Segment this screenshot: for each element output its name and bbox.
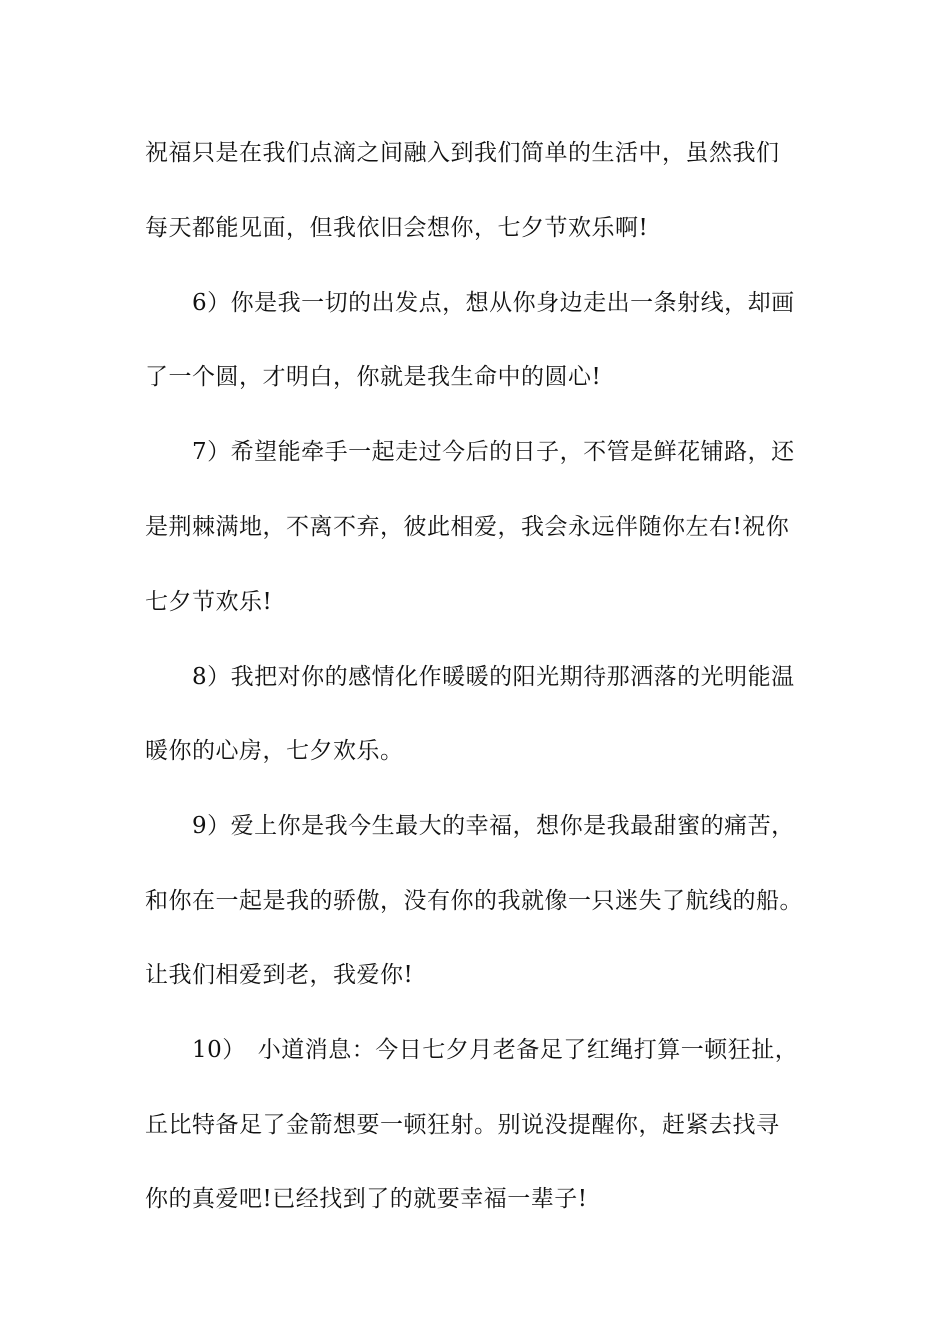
text-line: 和你在一起是我的骄傲，没有你的我就像一只迷失了航线的船。 — [145, 888, 803, 914]
text-line: 祝福只是在我们点滴之间融入到我们简单的生活中，虽然我们 — [145, 140, 780, 166]
text-line: 6）你是我一切的出发点，想从你身边走出一条射线，却画 — [192, 290, 795, 316]
text-line: 8）我把对你的感情化作暖暖的阳光期待那洒落的光明能温 — [192, 664, 795, 690]
text-line: 10） 小道消息：今日七夕月老备足了红绳打算一顿狂扯， — [192, 1037, 799, 1063]
text-line: 七夕节欢乐! — [145, 589, 273, 615]
text-line: 是荆棘满地，不离不弃，彼此相爱，我会永远伴随你左右!祝你 — [145, 514, 790, 540]
text-line: 暖你的心房，七夕欢乐。 — [145, 738, 404, 764]
text-line: 你的真爱吧!已经找到了的就要幸福一辈子! — [145, 1186, 588, 1212]
text-line: 了一个圆，才明白，你就是我生命中的圆心! — [145, 364, 602, 390]
text-line: 让我们相爱到老，我爱你! — [145, 962, 414, 988]
text-line: 每天都能见面，但我依旧会想你，七夕节欢乐啊! — [145, 215, 649, 241]
text-line: 丘比特备足了金箭想要一顿狂射。别说没提醒你，赶紧去找寻 — [145, 1112, 780, 1138]
text-line: 9）爱上你是我今生最大的幸福，想你是我最甜蜜的痛苦， — [192, 813, 795, 839]
text-line: 7）希望能牵手一起走过今后的日子，不管是鲜花铺路，还 — [192, 439, 795, 465]
